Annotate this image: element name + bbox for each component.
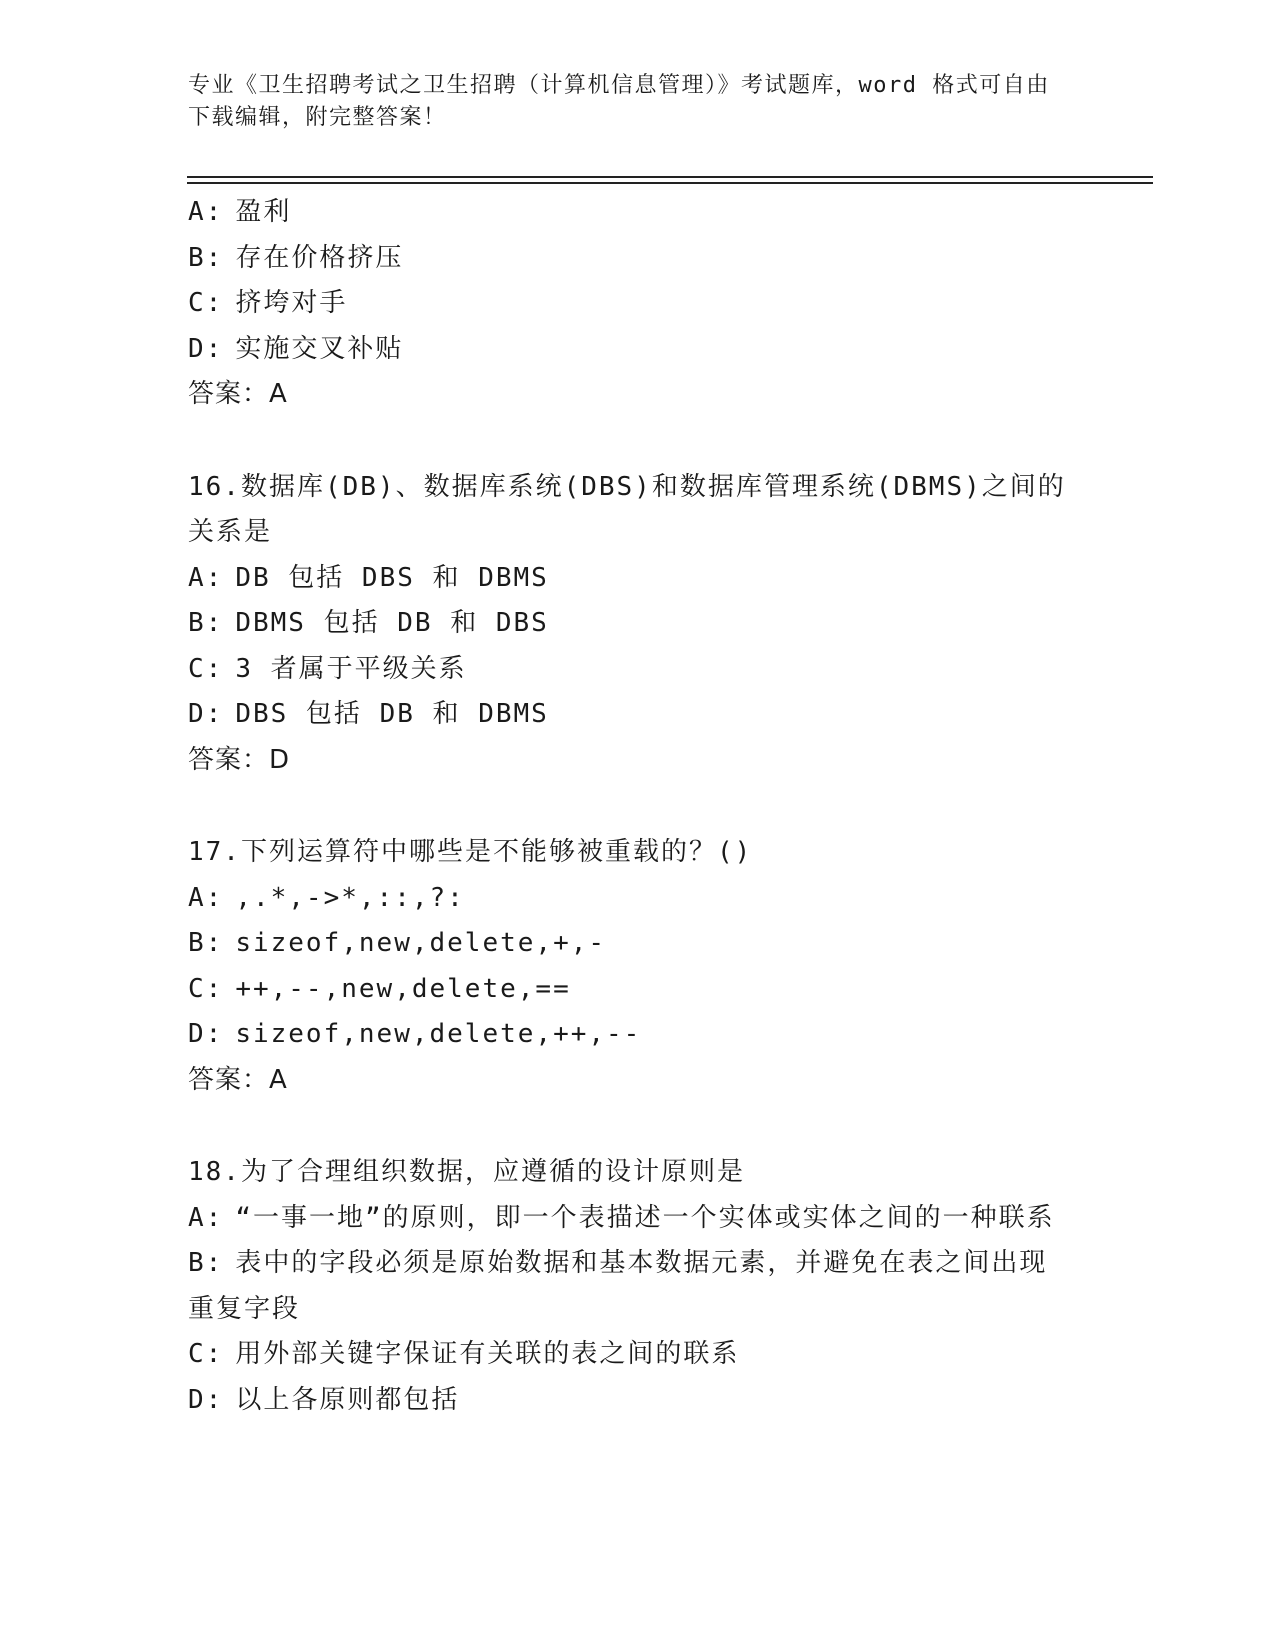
- question-15: [188, 190, 1088, 418]
- answer: 答案：D: [188, 744, 291, 775]
- header-title: 专业《卫生招聘考试之卫生招聘（计算机信息管理）》考试题库，word 格式可自由下载编辑，附完整答案！: [188, 73, 1050, 130]
- option-a: A: “一事一地”的原则，即一个表描述一个实体或实体之间的一种联系: [188, 1202, 1055, 1233]
- question-text: 17.下列运算符中哪些是不能够被重载的？(): [188, 837, 753, 867]
- answer: 答案：A: [188, 379, 288, 409]
- option-b: B: 表中的字段必须是原始数据和基本数据元素，并避免在表之间出现重复字段: [188, 1248, 1048, 1324]
- option-c: C: ++,--,new,delete,==: [188, 973, 571, 1004]
- option-c: C: 挤垮对手: [188, 288, 348, 318]
- option-a: A: ,.*,->*,::,?:: [188, 882, 465, 913]
- header-divider-bottom: [187, 182, 1153, 184]
- question-text: 18.为了合理组织数据，应遵循的设计原则是: [188, 1157, 745, 1187]
- option-a: A: DB 包括 DBS 和 DBMS: [188, 562, 549, 593]
- option-b: B: 存在价格挤压: [188, 242, 404, 273]
- option-b: B: DBMS 包括 DB 和 DBS: [188, 608, 549, 638]
- option-d: D: sizeof,new,delete,++,--: [188, 1019, 642, 1049]
- question-17: [188, 830, 1088, 1103]
- document-header: [188, 70, 1068, 134]
- option-a: A: 盈利: [188, 197, 292, 227]
- option-c: C: 3 者属于平级关系: [188, 653, 467, 684]
- question-list: [188, 190, 1088, 1423]
- option-c: C: 用外部关键字保证有关联的表之间的联系: [188, 1339, 740, 1369]
- question-18: [188, 1150, 1088, 1423]
- option-d: D: DBS 包括 DB 和 DBMS: [188, 699, 549, 729]
- header-divider-top: [187, 176, 1153, 178]
- option-d: D: 实施交叉补贴: [188, 333, 404, 364]
- question-text: 16.数据库(DB)、数据库系统(DBS)和数据库管理系统(DBMS)之间的关系是: [188, 471, 1066, 547]
- answer: 答案：A: [188, 1064, 288, 1095]
- question-16: [188, 465, 1088, 784]
- option-b: B: sizeof,new,delete,+,-: [188, 928, 607, 958]
- option-d: D: 以上各原则都包括: [188, 1384, 460, 1415]
